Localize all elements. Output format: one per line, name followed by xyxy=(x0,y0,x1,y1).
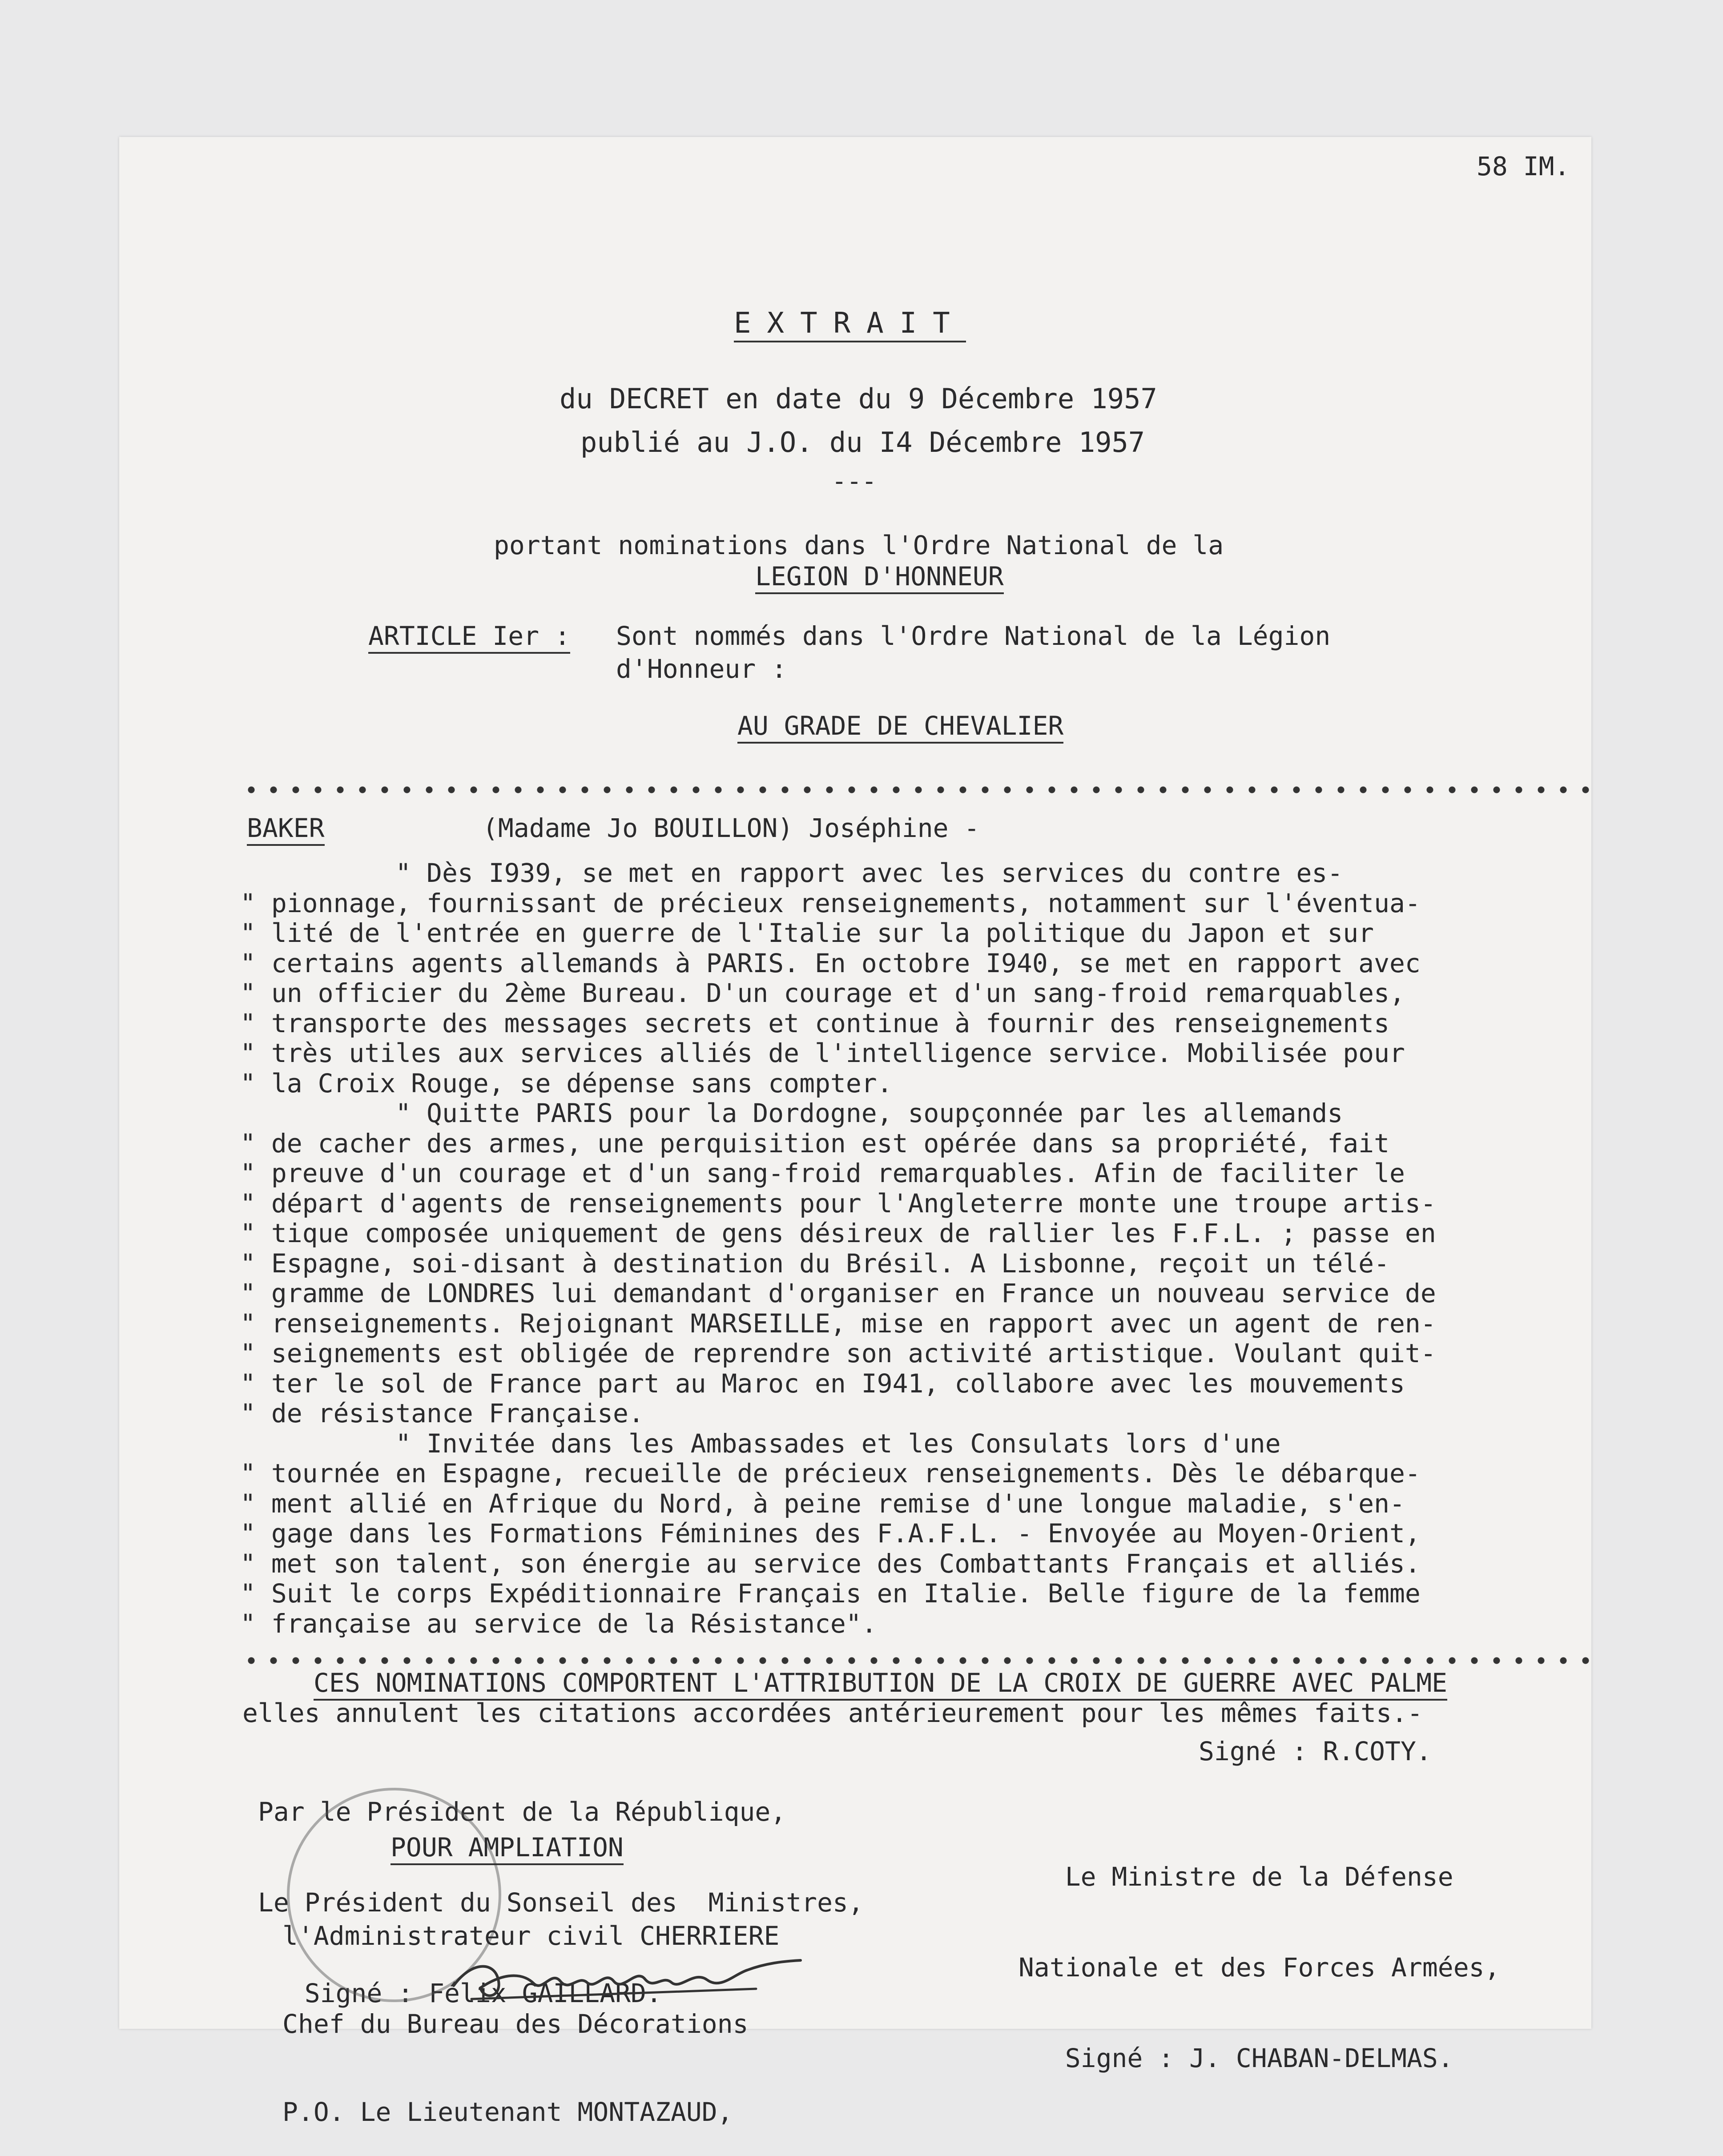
ampliation-title: POUR AMPLIATION xyxy=(390,1832,624,1865)
decree-subject: portant nominations dans l'Ordre National de la xyxy=(494,530,1224,560)
citation-line: " de cacher des armes, une perquisition est opérée dans sa propriété, fait xyxy=(240,1128,1390,1158)
nominations-notice: CES NOMINATIONS COMPORTENT L'ATTRIBUTION DE LA CROIX DE GUERRE AVEC PALME xyxy=(314,1668,1447,1701)
citation-line: " Quitte PARIS pour la Dordogne, soupçonnée par les allemands xyxy=(240,1098,1343,1128)
president-signature: Signé : R.COTY. xyxy=(1199,1736,1432,1766)
handwritten-signature xyxy=(445,1943,809,2015)
citation-line: " certains agents allemands à PARIS. En octobre I940, se met en rapport avec xyxy=(240,948,1421,978)
citation-line: " de résistance Française. xyxy=(240,1398,644,1428)
citation-line: " pionnage, fournissant de précieux renseignements, notamment sur l'éventua- xyxy=(240,888,1421,918)
citation-line: " tique composée uniquement de gens désireux de rallier les F.F.L. ; passe en xyxy=(240,1218,1436,1248)
signature-line: Le Président du Sonseil des Ministres, xyxy=(258,1887,864,1918)
citation-line: " ter le sol de France part au Maroc en I941, collabore avec les mouvements xyxy=(240,1368,1405,1399)
minister-line: Nationale et des Forces Armées, xyxy=(1019,1952,1500,1983)
minister-line: Le Ministre de la Défense xyxy=(1065,1862,1453,1892)
signature-line: Par le Président de la République, xyxy=(258,1797,786,1827)
citation-line: " française au service de la Résistance". xyxy=(240,1608,877,1639)
citation-line: " transporte des messages secrets et continue à fournir des renseignements xyxy=(240,1008,1390,1038)
citation-text xyxy=(240,858,1592,1639)
publication-date: publié au J.O. du I4 Décembre 1957 xyxy=(580,426,1145,459)
citation-line: " met son talent, son énergie au service des Combattants Français et alliés. xyxy=(240,1548,1421,1579)
ampliation-line: l'Administrateur civil CHERRIERE xyxy=(282,1921,780,1951)
citation-line: " Dès I939, se met en rapport avec les services du contre es- xyxy=(240,858,1343,888)
article-text: Sont nommés dans l'Ordre National de la Légion xyxy=(616,621,1331,651)
citation-line: " lité de l'entrée en guerre de l'Italie sur la politique du Japon et sur xyxy=(240,918,1374,948)
ampliation-line: Chef du Bureau des Décorations xyxy=(282,2009,749,2039)
ampliation-line: P.O. Le Lieutenant MONTAZAUD, xyxy=(282,2097,733,2127)
signature-line: Signé : Félix GAILLARD. xyxy=(258,1978,662,2008)
citation-line: " seignements est obligée de reprendre son activité artistique. Voulant quit- xyxy=(240,1338,1436,1368)
citation-line: " gage dans les Formations Féminines des F.A.F.L. - Envoyée au Moyen-Orient, xyxy=(240,1518,1421,1549)
citation-line: " départ d'agents de renseignements pour l'Angleterre monte une troupe artis- xyxy=(240,1188,1436,1219)
dotted-divider xyxy=(240,785,1592,794)
citation-line: " un officier du 2ème Bureau. D'un courage et d'un sang-froid remarquables, xyxy=(240,978,1405,1008)
citation-line: " Espagne, soi-disant à destination du Brésil. A Lisbonne, reçoit un télé- xyxy=(240,1248,1390,1279)
order-name: LEGION D'HONNEUR xyxy=(755,561,1004,594)
minister-line: Signé : J. CHABAN-DELMAS. xyxy=(1065,2043,1453,2073)
document-title: EXTRAIT xyxy=(734,307,966,342)
citation-line: " très utiles aux services alliés de l'intelligence service. Mobilisée pour xyxy=(240,1038,1405,1068)
citation-line: " gramme de LONDRES lui demandant d'organiser en France un nouveau service de xyxy=(240,1278,1436,1308)
citation-line: " renseignements. Rejoignant MARSEILLE, mise en rapport avec un agent de ren- xyxy=(240,1308,1436,1339)
citation-line: " la Croix Rouge, se dépense sans compter. xyxy=(240,1068,893,1098)
citation-line: " Invitée dans les Ambassades et les Consulats lors d'une xyxy=(240,1428,1281,1459)
person-name: (Madame Jo BOUILLON) Joséphine - xyxy=(483,813,980,843)
citation-line: " Suit le corps Expéditionnaire Français en Italie. Belle figure de la femme xyxy=(240,1578,1421,1609)
separator: --- xyxy=(832,467,877,496)
nominations-note: elles annulent les citations accordées antérieurement pour les mêmes faits.- xyxy=(242,1698,1423,1728)
person-surname: BAKER xyxy=(247,813,325,846)
citation-line: " preuve d'un courage et d'un sang-froid remarquables. Afin de faciliter le xyxy=(240,1158,1405,1188)
dotted-divider-bottom xyxy=(240,1656,1592,1665)
article-label: ARTICLE Ier : xyxy=(368,621,570,654)
reference-number: 58 IM. xyxy=(1477,151,1570,181)
citation-line: " ment allié en Afrique du Nord, à peine remise d'une longue maladie, s'en- xyxy=(240,1488,1405,1519)
minister-signature xyxy=(1019,1801,1500,2104)
grade-heading: AU GRADE DE CHEVALIER xyxy=(737,711,1063,744)
citation-line: " tournée en Espagne, recueille de précieux renseignements. Dès le débarque- xyxy=(240,1458,1421,1488)
article-text-continued: d'Honneur : xyxy=(616,654,787,684)
decree-date: du DECRET en date du 9 Décembre 1957 xyxy=(560,382,1157,415)
